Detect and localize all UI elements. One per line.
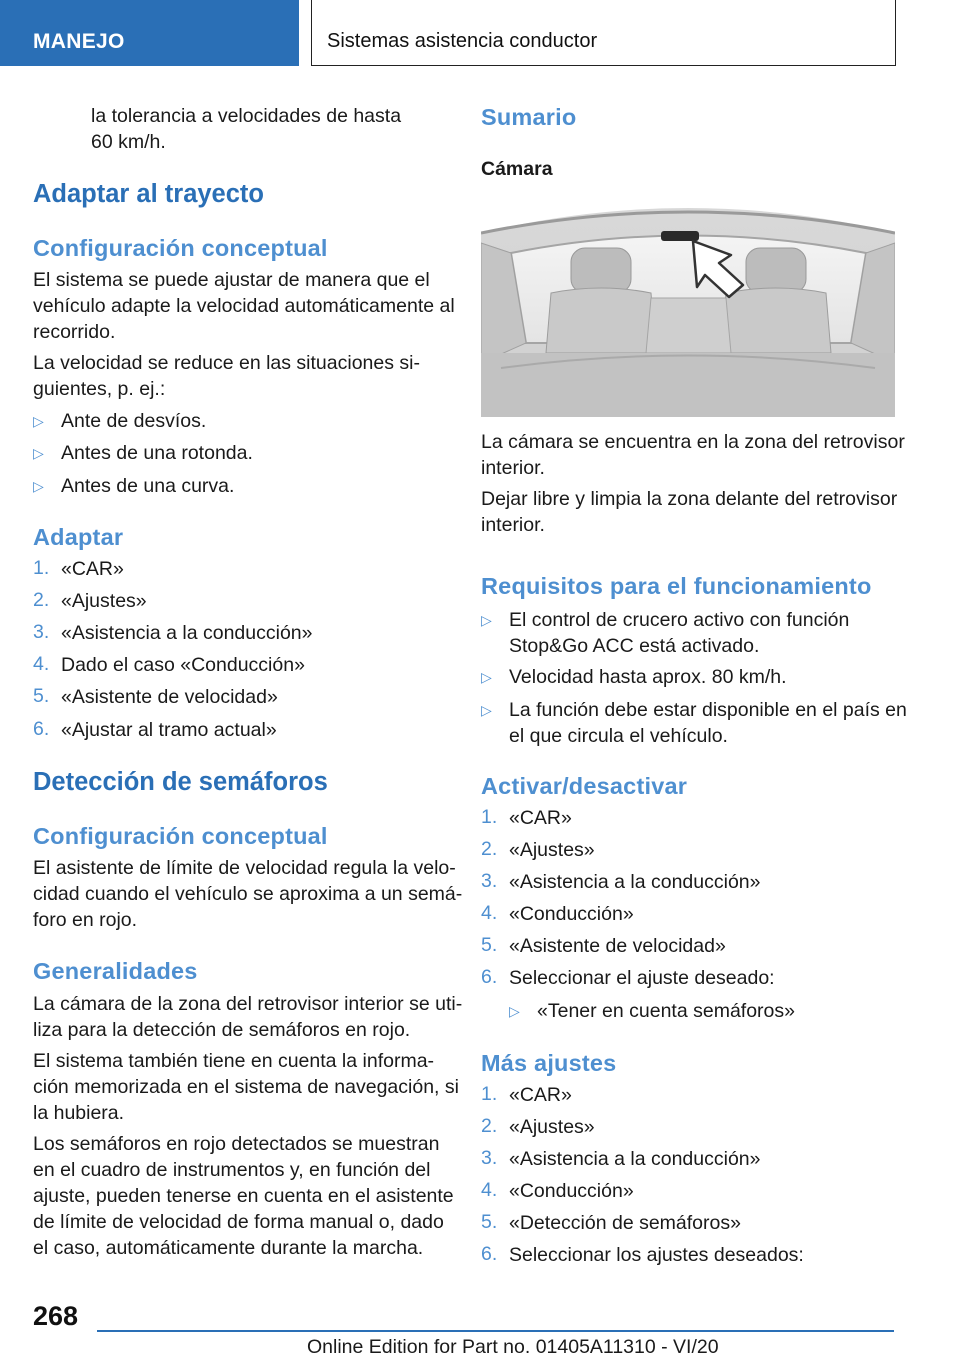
step-text: «CAR» xyxy=(509,807,572,829)
paragraph-line: El asistente de límite de velocidad regula la velo- xyxy=(33,857,456,879)
step-number: 1. xyxy=(33,557,50,579)
step-number: 6. xyxy=(33,718,50,740)
paragraph-line: guientes, p. ej.: xyxy=(33,378,166,400)
list-item-text: Stop&Go ACC está activado. xyxy=(509,635,760,657)
paragraph-line: El sistema se puede ajustar de manera que el xyxy=(33,269,430,291)
step-text: «Ajustes» xyxy=(61,590,147,612)
step-number: 3. xyxy=(33,621,50,643)
camera-location-illustration xyxy=(481,193,895,417)
step-number: 4. xyxy=(481,1179,498,1201)
heading-adaptar: Adaptar xyxy=(33,524,124,550)
step-text: «Ajustar al tramo actual» xyxy=(61,719,277,741)
paragraph-line: El sistema también tiene en cuenta la informa- xyxy=(33,1050,435,1072)
paragraph-line: ajuste, pueden tenerse en cuenta en el asistente xyxy=(33,1185,454,1207)
paragraph-line: foro en rojo. xyxy=(33,909,138,931)
step-text: «CAR» xyxy=(61,558,124,580)
step-text: «Asistencia a la conducción» xyxy=(61,622,313,644)
triangle-bullet-icon: ▷ xyxy=(509,1003,520,1019)
edition-note: Online Edition for Part no. 01405A11310 - VI/20 xyxy=(307,1336,719,1358)
paragraph-line: La cámara de la zona del retrovisor interior se uti- xyxy=(33,993,463,1015)
chapter-title: Sistemas asistencia conductor xyxy=(327,30,598,52)
step-text: «Asistencia a la conducción» xyxy=(509,871,761,893)
heading-activar: Activar/desactivar xyxy=(481,773,688,799)
paragraph-line: la hubiera. xyxy=(33,1102,125,1124)
step-number: 3. xyxy=(481,1147,498,1169)
heading-sumario: Sumario xyxy=(481,104,577,130)
paragraph-line: en el cuadro de instrumentos y, en función del xyxy=(33,1159,431,1181)
step-text: «Asistente de velocidad» xyxy=(509,935,726,957)
step-number: 2. xyxy=(33,589,50,611)
paragraph-line: La velocidad se reduce en las situaciones si- xyxy=(33,352,420,374)
paragraph-line: La cámara se encuentra en la zona del retrovisor xyxy=(481,431,905,453)
step-text: «Asistente de velocidad» xyxy=(61,686,278,708)
triangle-bullet-icon: ▷ xyxy=(481,612,492,628)
paragraph-line: interior. xyxy=(481,457,545,479)
list-item-text: Antes de una rotonda. xyxy=(61,442,253,464)
step-number: 5. xyxy=(481,934,498,956)
triangle-bullet-icon: ▷ xyxy=(33,478,44,494)
step-number: 1. xyxy=(481,806,498,828)
heading-camara: Cámara xyxy=(481,158,553,180)
step-text: Seleccionar los ajustes deseados: xyxy=(509,1244,804,1266)
step-text: «Asistencia a la conducción» xyxy=(509,1148,761,1170)
paragraph-line: interior. xyxy=(481,514,545,536)
paragraph-line: el caso, automáticamente durante la marcha. xyxy=(33,1237,424,1259)
step-text: «Detección de semáforos» xyxy=(509,1212,741,1234)
intro-line-2: 60 km/h. xyxy=(91,131,166,153)
step-text: «CAR» xyxy=(509,1084,572,1106)
list-item-text: «Tener en cuenta semáforos» xyxy=(537,1000,795,1022)
chapter-header xyxy=(311,0,896,66)
step-number: 2. xyxy=(481,1115,498,1137)
paragraph-line: liza para la detección de semáforos en rojo. xyxy=(33,1019,411,1041)
list-item-text: Antes de una curva. xyxy=(61,475,235,497)
paragraph-line: ción memorizada en el sistema de navegación, si xyxy=(33,1076,459,1098)
step-number: 6. xyxy=(481,966,498,988)
list-item-text: La función debe estar disponible en el país en xyxy=(509,699,907,721)
paragraph-line: Los semáforos en rojo detectados se muestran xyxy=(33,1133,440,1155)
page-number: 268 xyxy=(33,1301,79,1331)
triangle-bullet-icon: ▷ xyxy=(481,702,492,718)
paragraph-line: de límite de velocidad de forma manual o, dado xyxy=(33,1211,444,1233)
step-number: 6. xyxy=(481,1243,498,1265)
heading-requisitos: Requisitos para el funcionamiento xyxy=(481,573,872,599)
footer-divider xyxy=(97,1330,894,1332)
step-number: 5. xyxy=(33,685,50,707)
step-number: 5. xyxy=(481,1211,498,1233)
paragraph-line: cidad cuando el vehículo se aproxima a un semá- xyxy=(33,883,463,905)
step-number: 3. xyxy=(481,870,498,892)
heading-adaptar-trayecto: Adaptar al trayecto xyxy=(33,180,264,208)
car-interior-rear-view-icon xyxy=(481,193,895,417)
heading-config-1: Configuración conceptual xyxy=(33,235,328,261)
heading-config-2: Configuración conceptual xyxy=(33,823,328,849)
step-number: 4. xyxy=(481,902,498,924)
step-text: «Conducción» xyxy=(509,1180,634,1202)
step-text: «Conducción» xyxy=(509,903,634,925)
paragraph-line: Dejar libre y limpia la zona delante del retrovisor xyxy=(481,488,898,510)
step-number: 4. xyxy=(33,653,50,675)
intro-line-1: la tolerancia a velocidades de hasta xyxy=(91,105,402,127)
step-number: 2. xyxy=(481,838,498,860)
list-item-text: Ante de desvíos. xyxy=(61,410,207,432)
section-label: MANEJO xyxy=(33,30,125,53)
step-text: «Ajustes» xyxy=(509,1116,595,1138)
list-item-text: el que circula el vehículo. xyxy=(509,725,728,747)
paragraph-line: recorrido. xyxy=(33,321,116,343)
heading-mas-ajustes: Más ajustes xyxy=(481,1050,617,1076)
section-tab xyxy=(0,0,299,66)
step-text: «Ajustes» xyxy=(509,839,595,861)
heading-generalidades: Generalidades xyxy=(33,958,198,984)
step-text: Seleccionar el ajuste deseado: xyxy=(509,967,775,989)
list-item-text: El control de crucero activo con función xyxy=(509,609,850,631)
step-number: 1. xyxy=(481,1083,498,1105)
triangle-bullet-icon: ▷ xyxy=(481,669,492,685)
heading-deteccion: Detección de semáforos xyxy=(33,768,328,796)
list-item-text: Velocidad hasta aprox. 80 km/h. xyxy=(509,666,787,688)
triangle-bullet-icon: ▷ xyxy=(33,413,44,429)
triangle-bullet-icon: ▷ xyxy=(33,445,44,461)
paragraph-line: vehículo adapte la velocidad automáticamente al xyxy=(33,295,455,317)
step-text: Dado el caso «Conducción» xyxy=(61,654,305,676)
